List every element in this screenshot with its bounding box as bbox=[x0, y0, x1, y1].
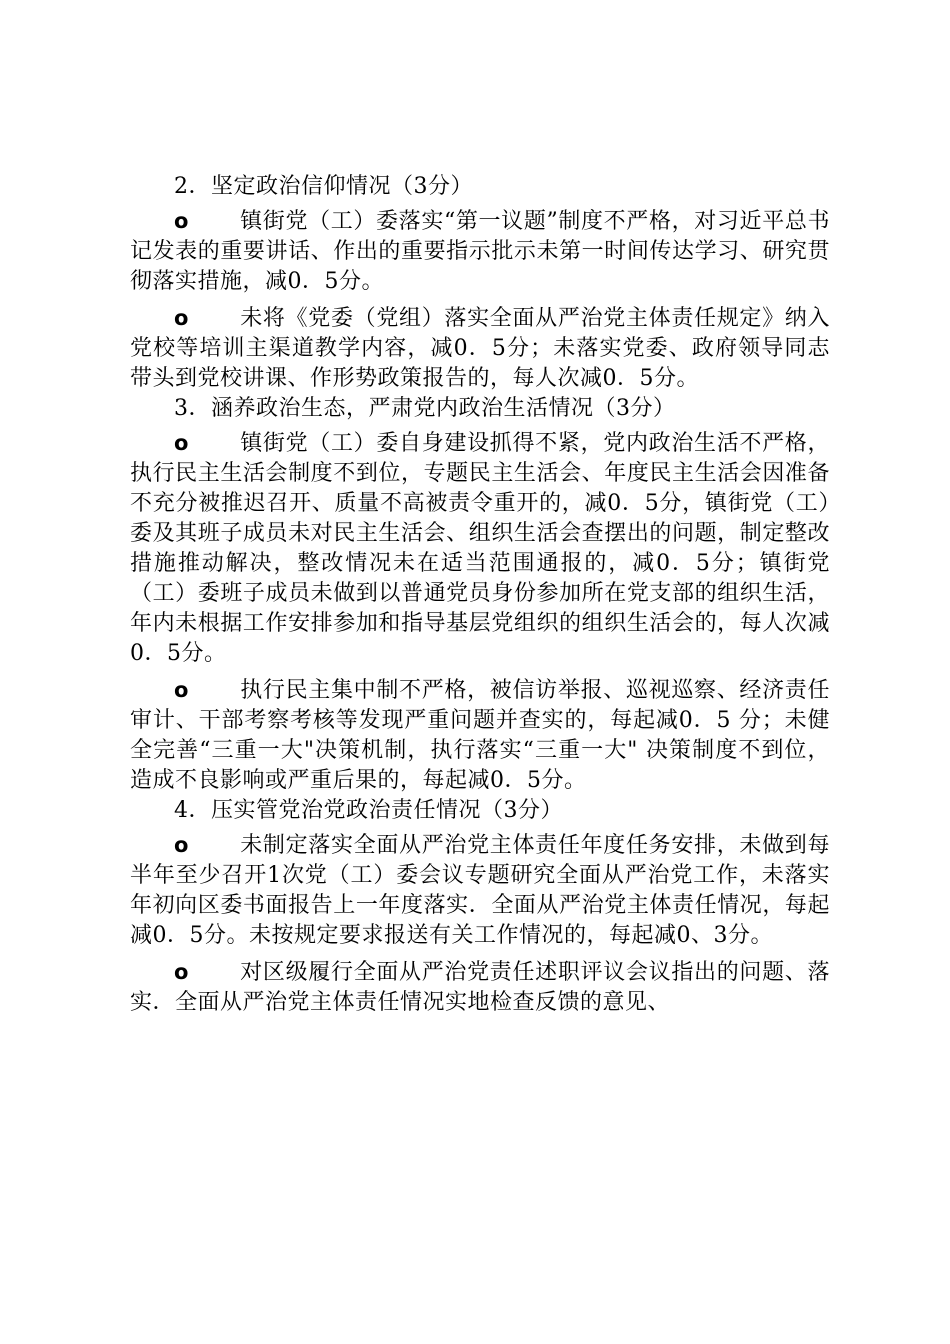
list-item bbox=[130, 957, 830, 1018]
bullet-marker: o bbox=[174, 678, 189, 702]
bullet-marker: o bbox=[174, 306, 189, 330]
list-item bbox=[130, 303, 830, 394]
bullet-marker: o bbox=[174, 209, 189, 233]
list-item bbox=[130, 206, 830, 297]
document-body bbox=[130, 172, 830, 1018]
section-heading-2: 2．坚定政治信仰情况（3分） bbox=[174, 174, 473, 199]
list-item-text: 对区级履行全面从严治党责任述职评议会议指出的问题、落实．全面从严治党主体责任情况实地检查反馈的意见、 bbox=[130, 960, 830, 1015]
section-heading-3: 3．涵养政治生态，严肃党内政治生活情况（3分） bbox=[174, 396, 676, 421]
bullet-marker: o bbox=[174, 431, 189, 455]
section-heading-4: 4．压实管党治党政治责任情况（3分） bbox=[174, 798, 563, 823]
list-item-text: 镇街党（工）委自身建设抓得不紧，党内政治生活不严格，执行民主生活会制度不到位，专题民主生活会、年度民主生活会因准备不充分被推迟召开、质量不高被责令重开的，减0．5分，镇街党（工）委及其班子成员未对民主生活会、组织生活会查摆出的问题，制定整改措施推动解决，整改情况未在适当范围通报的，减0．5分；镇街党（工）委班子成员未做到以普通党员身份参加所在党支部的组织生活，年内未根据工作安排参加和指导基层党组织的组织生活会的，每人次减0．5分。 bbox=[130, 431, 830, 666]
list-item-text: 执行民主集中制不严格，被信访举报、巡视巡察、经济责任审计、干部考察考核等发现严重问题并查实的，每起减0．5 分；未健全完善“三重一大"决策机制，执行落实“三重一大" 决策制度不到位，造成不良影响或严重后果的，每起减0．5分。 bbox=[130, 678, 830, 793]
list-item bbox=[130, 428, 830, 669]
list-item bbox=[130, 830, 830, 951]
bullet-marker: o bbox=[174, 833, 189, 857]
list-item-text: 未制定落实全面从严治党主体责任年度任务安排，未做到每半年至少召开1次党（工）委会议专题研究全面从严治党工作，未落实年初向区委书面报告上一年度落实．全面从严治党主体责任情况，每起减0．5分。未按规定要求报送有关工作情况的，每起减0、3分。 bbox=[130, 833, 830, 948]
list-item bbox=[130, 675, 830, 796]
bullet-marker: o bbox=[174, 960, 189, 984]
list-item-text: 镇街党（工）委落实“第一议题”制度不严格，对习近平总书记发表的重要讲话、作出的重要指示批示未第一时间传达学习、研究贯彻落实措施，减0．5分。 bbox=[130, 209, 830, 294]
list-item-text: 未将《党委（党组）落实全面从严治党主体责任规定》纳入党校等培训主渠道教学内容，减0．5分；未落实党委、政府领导同志带头到党校讲课、作形势政策报告的，每人次减0．5分。 bbox=[130, 306, 830, 391]
